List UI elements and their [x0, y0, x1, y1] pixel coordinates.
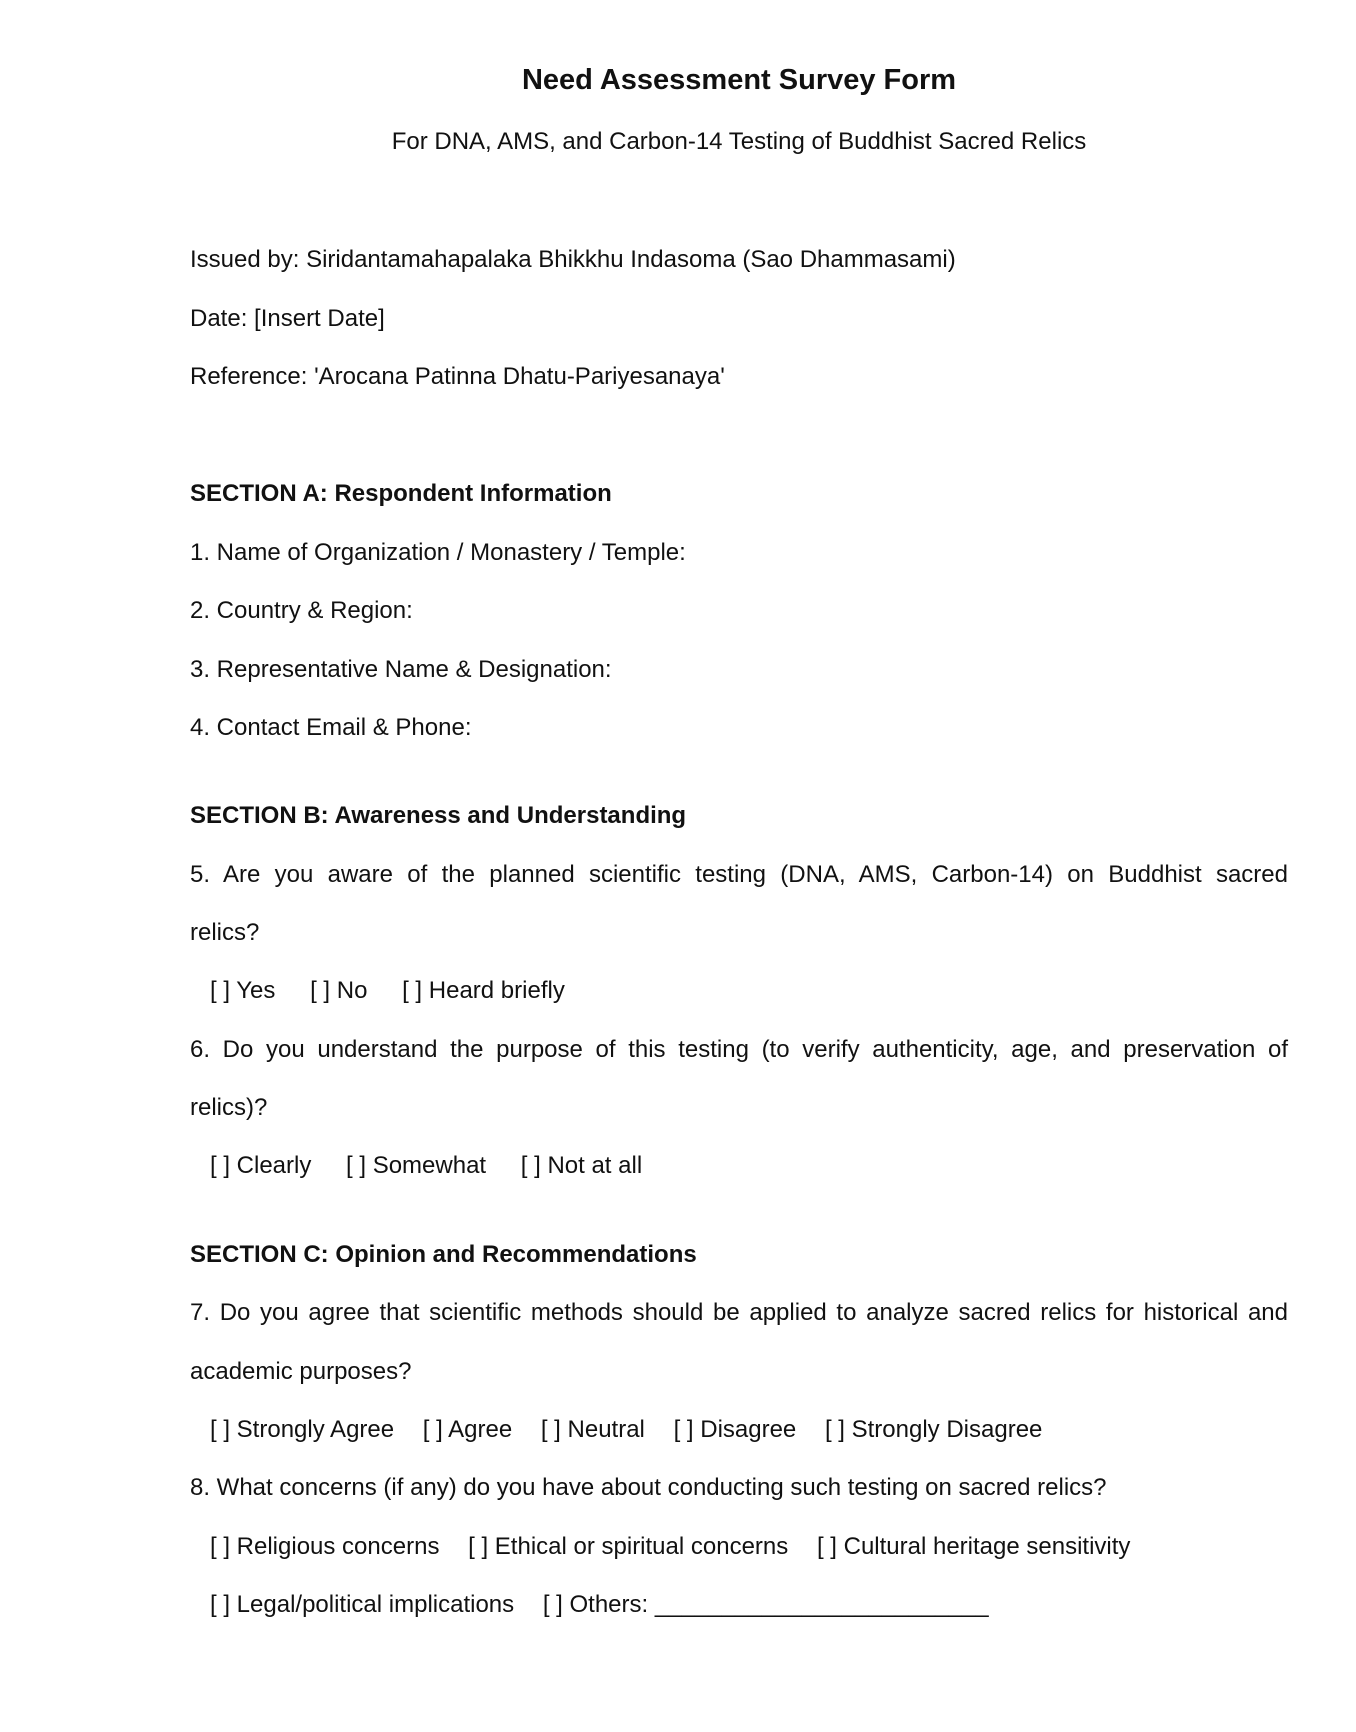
option-checkbox[interactable]: [ ] Clearly — [210, 1152, 312, 1179]
form-subtitle: For DNA, AMS, and Carbon-14 Testing of Buddhist Sacred Relics — [391, 128, 1087, 155]
form-title: Need Assessment Survey Form — [521, 64, 957, 96]
section-a-heading: SECTION A: Respondent Information — [190, 480, 612, 507]
question-5-line-1: 5. Are you aware of the planned scientific testing (DNA, AMS, Carbon-14) on Buddhist sacred — [190, 861, 1288, 888]
option-checkbox[interactable]: [ ] Yes — [210, 977, 276, 1004]
option-checkbox[interactable]: [ ] Not at all — [520, 1152, 643, 1179]
option-checkbox[interactable]: [ ] Cultural heritage sensitivity — [816, 1533, 1131, 1560]
question-6-line-2: relics)? — [190, 1094, 268, 1121]
question-8-options-row-2 — [210, 1591, 989, 1619]
question-8-options-row-1 — [210, 1533, 1130, 1561]
option-checkbox[interactable]: [ ] Strongly Disagree — [824, 1416, 1043, 1443]
option-checkbox[interactable]: [ ] No — [310, 977, 368, 1004]
option-checkbox[interactable]: [ ] Agree — [422, 1416, 513, 1443]
question-6-options — [210, 1152, 642, 1180]
option-checkbox[interactable]: [ ] Strongly Agree — [210, 1416, 395, 1443]
question-5-line-2: relics? — [190, 919, 260, 946]
option-checkbox[interactable]: [ ] Legal/political implications — [210, 1591, 515, 1618]
issued-by: Issued by: Siridantamahapalaka Bhikkhu Indasoma (Sao Dhammasami) — [190, 246, 956, 273]
section-c-heading: SECTION C: Opinion and Recommendations — [190, 1241, 697, 1268]
question-7-line-1: 7. Do you agree that scientific methods should be applied to analyze sacred relics for historical and — [190, 1299, 1288, 1326]
question-6-line-1: 6. Do you understand the purpose of this testing (to verify authenticity, age, and preservation of — [190, 1036, 1288, 1063]
question-7-options — [210, 1416, 1042, 1444]
others-field[interactable]: [ ] Others: _________________________ — [542, 1591, 989, 1618]
question-4: 4. Contact Email & Phone: — [190, 714, 472, 741]
question-5-options — [210, 977, 565, 1005]
option-checkbox[interactable]: [ ] Religious concerns — [210, 1533, 440, 1560]
section-b-heading: SECTION B: Awareness and Understanding — [190, 802, 687, 829]
option-checkbox[interactable]: [ ] Ethical or spiritual concerns — [468, 1533, 789, 1560]
question-8: 8. What concerns (if any) do you have about conducting such testing on sacred relics? — [190, 1474, 1107, 1501]
question-2: 2. Country & Region: — [190, 597, 413, 624]
reference-line: Reference: 'Arocana Patinna Dhatu-Pariyesanaya' — [190, 363, 725, 390]
option-checkbox[interactable]: [ ] Neutral — [540, 1416, 645, 1443]
option-checkbox[interactable]: [ ] Heard briefly — [402, 977, 565, 1004]
option-checkbox[interactable]: [ ] Disagree — [673, 1416, 797, 1443]
question-1: 1. Name of Organization / Monastery / Temple: — [190, 539, 686, 566]
question-7-line-2: academic purposes? — [190, 1358, 412, 1385]
date-line: Date: [Insert Date] — [190, 305, 385, 332]
option-checkbox[interactable]: [ ] Somewhat — [346, 1152, 487, 1179]
question-3: 3. Representative Name & Designation: — [190, 656, 612, 683]
